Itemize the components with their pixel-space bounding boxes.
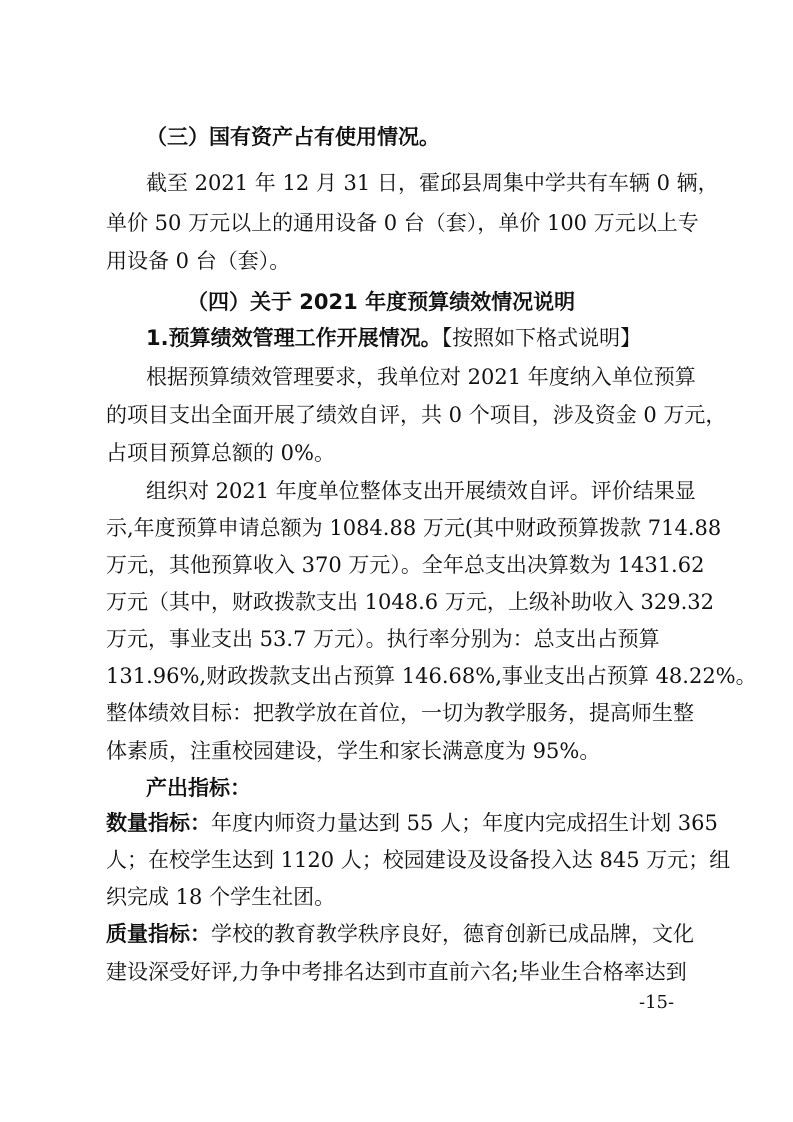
quantity-label: 数量指标： (106, 811, 211, 835)
quality-line-2: 建设深受好评,力争中考排名达到市直前六名;毕业生合格率达到 (106, 960, 687, 984)
para2-line-6: 131.96%,财政拨款支出占预算 146.68%,事业支出占预算 48.22%。 (106, 664, 757, 688)
para2-line-8: 体素质，注重校园建设，学生和家长满意度为 95%。 (106, 739, 601, 763)
section3-line-1: 截至 2021 年 12 月 31 日，霍邱县周集中学共有车辆 0 辆， (146, 171, 719, 195)
quality-label: 质量指标： (106, 922, 211, 946)
quantity-line-3: 织完成 18 个学生社团。 (106, 885, 336, 909)
para2-line-4: 万元（其中，财政拨款支出 1048.6 万元，上级补助收入 329.32 (106, 590, 714, 614)
section3-line-3: 用设备 0 台（套）。 (106, 249, 291, 273)
section4-heading: （四）关于 2021 年度预算绩效情况说明 (187, 290, 576, 314)
para2-line-5: 万元，事业支出 53.7 万元）。执行率分别为：总支出占预算 (106, 627, 660, 651)
para1-line-3: 占项目预算总额的 0%。 (106, 441, 335, 465)
para2-line-1: 组织对 2021 年度单位整体支出开展绩效自评。评价结果显 (146, 479, 696, 503)
quantity-line-2: 人；在校学生达到 1120 人；校园建设及设备投入达 845 万元；组 (106, 848, 731, 872)
section3-line-2: 单价 50 万元以上的通用设备 0 台（套），单价 100 万元以上专 (106, 211, 699, 235)
page-number: -15- (639, 992, 675, 1013)
section3-heading: （三）国有资产占有使用情况。 (146, 125, 440, 149)
para1-line-1: 根据预算绩效管理要求，我单位对 2021 年度纳入单位预算 (146, 365, 696, 389)
subsection1-heading: 1.预算绩效管理工作开展情况。 (146, 326, 442, 350)
para2-line-2: 示,年度预算申请总额为 1084.88 万元(其中财政预算拨款 714.88 (106, 516, 722, 540)
output-indicators-heading: 产出指标： (146, 776, 251, 800)
para2-line-7: 整体绩效目标：把教学放在首位，一切为教学服务，提高师生整 (106, 701, 694, 725)
para2-line-3: 万元，其他预算收入 370 万元）。全年总支出决算数为 1431.62 (106, 553, 705, 577)
subsection1-heading-line (146, 321, 641, 355)
quantity-line-1 (106, 806, 718, 840)
quality-text-1: 学校的教育教学秩序良好，德育创新已成品牌，文化 (211, 922, 694, 946)
quality-line-1 (106, 917, 694, 951)
format-note: 【按照如下格式说明】 (441, 326, 642, 350)
para1-line-2: 的项目支出全面开展了绩效自评，共 0 个项目，涉及资金 0 万元， (106, 403, 727, 427)
quantity-text-1: 年度内师资力量达到 55 人；年度内完成招生计划 365 (211, 811, 718, 835)
